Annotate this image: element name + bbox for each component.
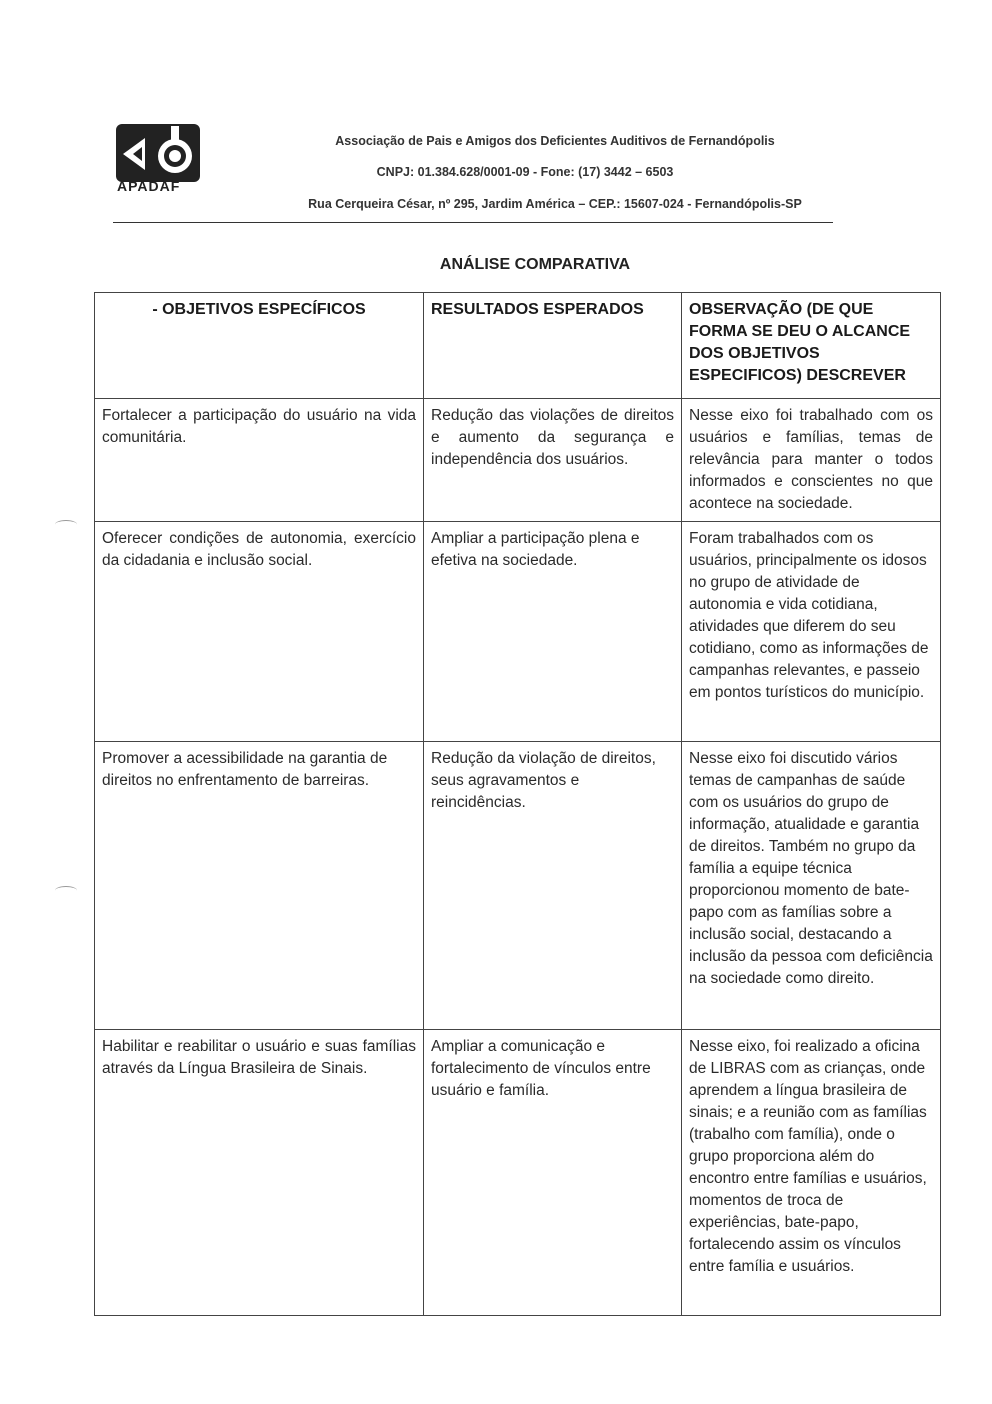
objective-cell: Fortalecer a participação do usuário na vida comunitária. bbox=[95, 399, 424, 522]
expected-result-cell: Redução das violações de direitos e aumento da segurança e independência dos usuários. bbox=[424, 399, 682, 522]
organization-contact: CNPJ: 01.384.628/0001-09 - Fone: (17) 3442 – 6503 bbox=[376, 165, 674, 179]
comparative-analysis-table bbox=[94, 292, 941, 1316]
table-row bbox=[95, 522, 941, 742]
table-row bbox=[95, 399, 941, 522]
table-row bbox=[95, 1030, 941, 1316]
organization-name: Associação de Pais e Amigos dos Deficientes Auditivos de Fernandópolis bbox=[335, 134, 775, 148]
observation-cell: Nesse eixo foi trabalhado com os usuários e famílias, temas de relevância para manter o todos informados e conscientes no que acontece na sociedade. bbox=[682, 399, 941, 522]
header-divider bbox=[113, 222, 833, 223]
expected-result-cell: Redução da violação de direitos, seus agravamentos e reincidências. bbox=[424, 742, 682, 1030]
expected-result-cell: Ampliar a comunicação e fortalecimento de vínculos entre usuário e família. bbox=[424, 1030, 682, 1316]
table-header-row bbox=[95, 293, 941, 399]
objective-cell: Habilitar e reabilitar o usuário e suas famílias através da Língua Brasileira de Sinais. bbox=[95, 1030, 424, 1316]
scan-mark bbox=[55, 520, 77, 529]
expected-result-cell: Ampliar a participação plena e efetiva na sociedade. bbox=[424, 522, 682, 742]
organization-address: Rua Cerqueira César, nº 295, Jardim América – CEP.: 15607-024 - Fernandópolis-SP bbox=[308, 197, 802, 211]
observation-cell: Foram trabalhados com os usuários, principalmente os idosos no grupo de atividade de autonomia e vida cotidiana, atividades que diferem do seu cotidiano, como as informações de campanhas relevantes, e passeio em pontos turísticos do município. bbox=[682, 522, 941, 742]
logo-name: APADAF bbox=[117, 178, 181, 194]
observation-cell: Nesse eixo, foi realizado a oficina de LIBRAS com as crianças, onde aprendem a língua brasileira de sinais; e a reunião com as famílias (trabalho com família), onde o grupo proporciona além do encontro entre famílias e usuários, momentos de troca de experiências, bate-papo, fortalecendo assim os vínculos entre família e usuários. bbox=[682, 1030, 941, 1316]
header-objectives: - OBJETIVOS ESPECÍFICOS bbox=[95, 293, 424, 399]
objective-cell: Promover a acessibilidade na garantia de direitos no enfrentamento de barreiras. bbox=[95, 742, 424, 1030]
table-row bbox=[95, 742, 941, 1030]
header-observation: OBSERVAÇÃO (DE QUE FORMA SE DEU O ALCANCE DOS OBJETIVOS ESPECIFICOS) DESCREVER bbox=[682, 293, 941, 399]
header-expected-results: RESULTADOS ESPERADOS bbox=[424, 293, 682, 399]
objective-cell: Oferecer condições de autonomia, exercício da cidadania e inclusão social. bbox=[95, 522, 424, 742]
page-title: ANÁLISE COMPARATIVA bbox=[439, 256, 631, 273]
observation-cell: Nesse eixo foi discutido vários temas de campanhas de saúde com os usuários do grupo de informação, atualidade e garantia de direitos. Também no grupo da família a equipe técnica proporcionou momento de bate-papo com as famílias sobre a inclusão social, destacando a inclusão da pessoa com deficiência na sociedade como direito. bbox=[682, 742, 941, 1030]
scan-mark bbox=[55, 886, 77, 895]
